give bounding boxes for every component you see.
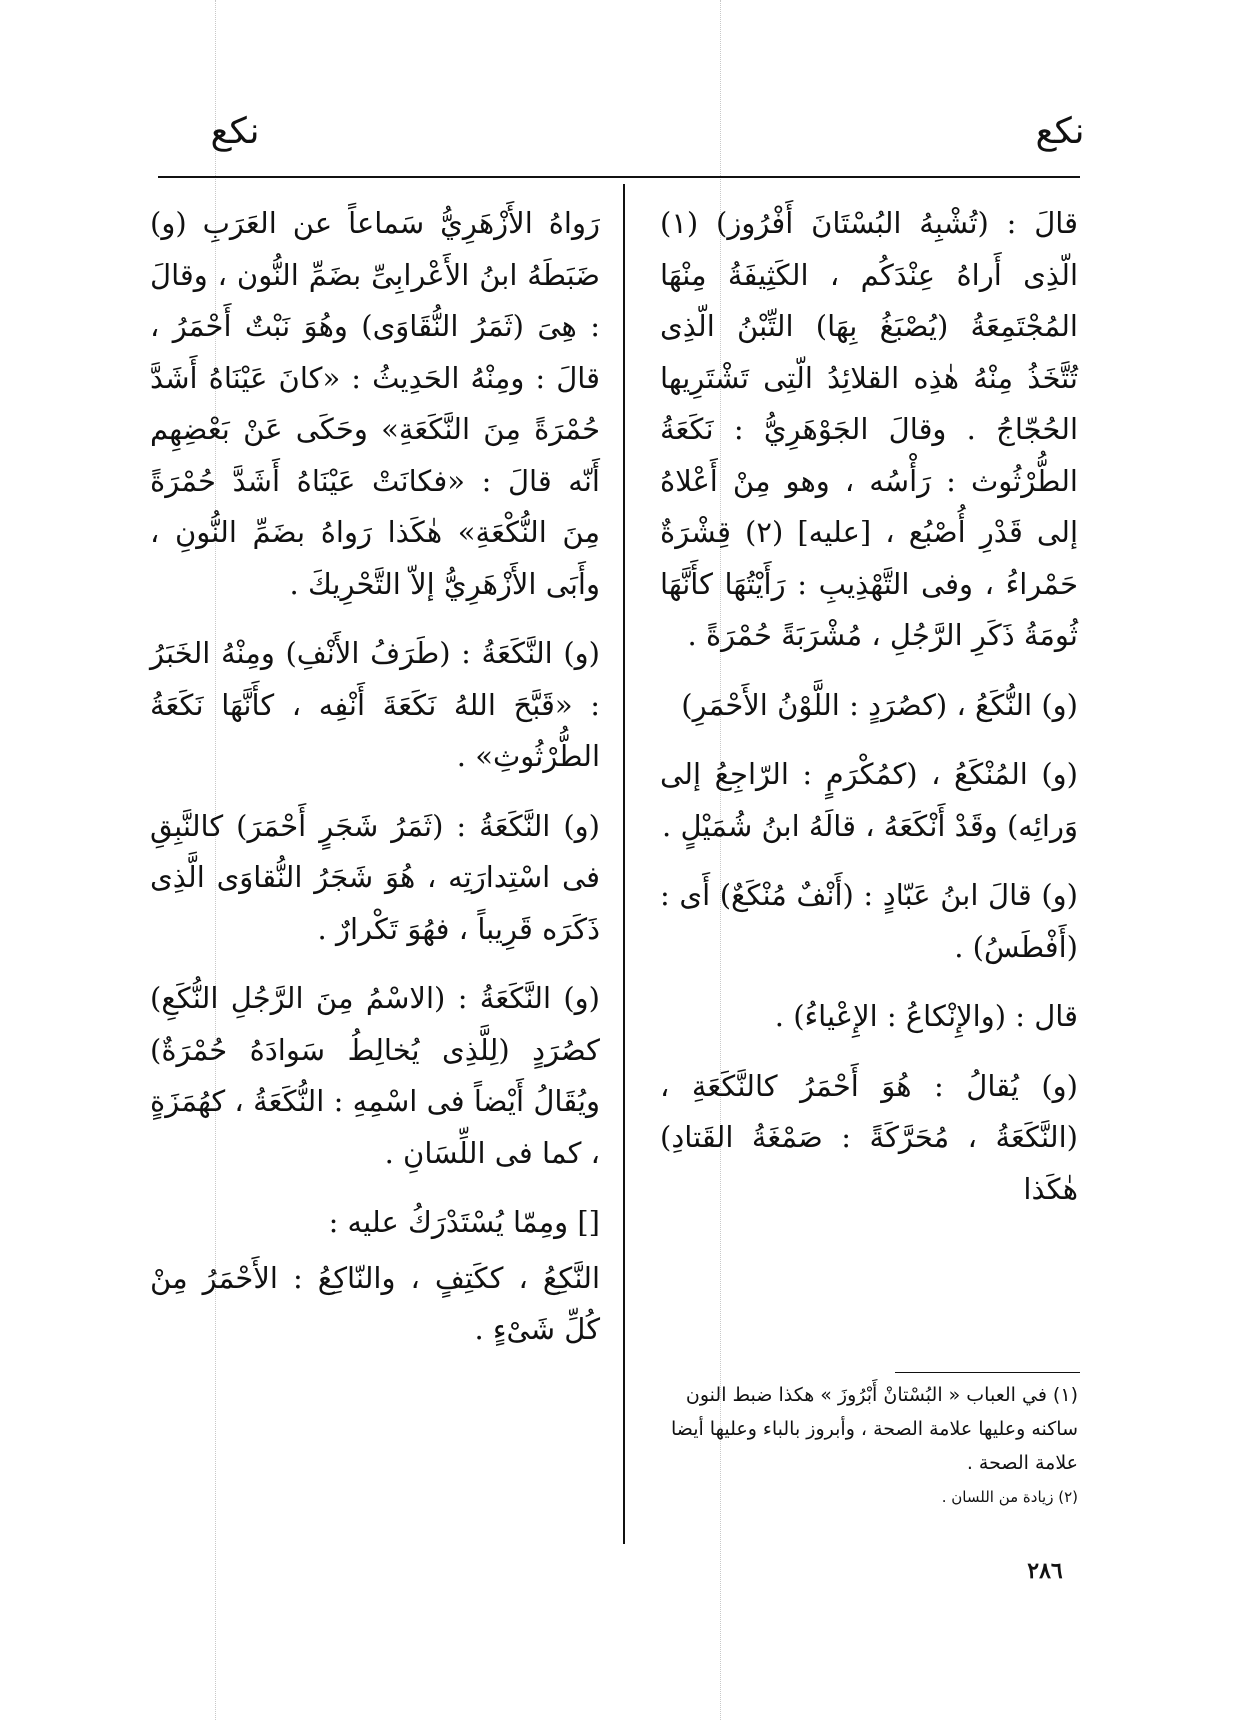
footnotes (660, 1378, 1078, 1514)
entry-paragraph: (و) النَّكَعَةُ : (ثَمَرُ شَجَرٍ أَحْمَرَ) كالنَّبِقِ فى اسْتِدارَتِه ، هُوَ شَجَرُ النُّقاوَى الَّذِى ذَكَرَه قَرِيباً ، فهُوَ تَكْرارٌ . (150, 808, 600, 946)
entry-paragraph: (و) النَّكَعَةُ : (الاسْمُ مِنَ الرَّجُلِ النُّكَعِ) كصُرَدٍ (لِلَّذِى يُخالِطُ سَوادَهُ حُمْرَةٌ) ويُقَالُ أَيْضاً فى اسْمِهِ : النُّكَعَةُ ، كهُمَزَةٍ ، كما فى اللِّسَانِ . (150, 981, 600, 1170)
entry-paragraph: النَّكِعُ ، ككَتِفٍ ، والنّاكِعُ : الأَحْمَرُ مِنْ كُلِّ شَىْءٍ . (150, 1260, 600, 1346)
footnote-1: (١) في العباب « البُسْتانْ أَبْرُوزَ » هكذا ضبط النون ساكنه وعليها علامة الصحة ، وأبروز بالباء وعليها أيضا علامة الصحة . (670, 1384, 1078, 1474)
footnote-rule (895, 1372, 1080, 1373)
header-root-word-right: نكع (1035, 111, 1085, 152)
column-divider (623, 184, 625, 1544)
entry-paragraph: (و) المُنْكَعُ ، (كمُكْرَمٍ : الرّاجِعُ إلى وَرائِه) وقَدْ أَنْكَعَهُ ، قالَهُ ابنُ شُمَيْلٍ . (660, 757, 1078, 843)
entry-paragraph: (و) النُّكَعُ ، (كصُرَدٍ : اللَّوْنُ الأَحْمَرِ) (681, 687, 1078, 722)
entry-paragraph: رَواهُ الأَزْهَرِيُّ سَماعاً عن العَرَبِ (و) ضَبَطَهُ ابنُ الأَعْرابِىِّ بضَمِّ النُّون ، وقالَ : هِىَ (ثَمَرُ النُّقَاوَى) وهُوَ نَبْتٌ أَحْمَرُ ، قالَ : ومِنْهُ الحَدِيثُ : «كانَ عَيْنَاهُ أَشَدَّ حُمْرَةً مِنَ النَّكَعَةِ» وحَكَى عَنْ بَعْضِهِم أَنّه قالَ : «فكانَتْ عَيْنَاهُ أَشَدَّ حُمْرَةً مِنَ النُّكْعَةِ» هٰكَذا رَواهُ بضَمِّ النُّونِ ، وأَبَى الأَزْهَرِيُّ إلاّ التَّحْرِيكَ . (150, 206, 600, 601)
right-text-column (660, 198, 1078, 1219)
footnote-2: (٢) زيادة من اللسان . (941, 1488, 1078, 1506)
header-root-word-left: نكع (210, 111, 260, 152)
entry-paragraph: (و) يُقالُ : هُوَ أَحْمَرُ كالنَّكَعَةِ ، (النَّكَعَةُ ، مُحَرَّكَةً : صَمْغَةُ القَتادِ) هٰكَذا (660, 1068, 1078, 1206)
supplement-heading: [] ومِمّا يُسْتَدْرَكُ عليه : (328, 1205, 600, 1239)
entry-paragraph: (و) النَّكَعَةُ : (طَرَفُ الأَنْفِ) ومِنْهُ الخَبَرُ : «قَبَّحَ اللهُ نَكَعَةَ أَنْفِه ، كأَنَّهَا نَكَعَةُ الطُّرْثُوثِ» . (150, 636, 600, 773)
entry-paragraph: (و) قالَ ابنُ عَبّادٍ : (أَنْفٌ مُنْكَعٌ) أَى : (أَفْطَسُ) . (660, 878, 1078, 964)
page-number: ٢٨٦ (1027, 1558, 1063, 1584)
entry-paragraph: قال : (والإِنْكاعُ : الإِعْياءُ) . (774, 999, 1078, 1033)
left-text-column (150, 198, 600, 1374)
header-rule (158, 176, 1080, 178)
entry-paragraph: قالَ : (تُشْبِهُ البُسْتَانَ أَفْرُوز) (١) الّذِى أَراهُ عِنْدَكُم ، الكَثِيفَةُ مِنْهَا المُجْتَمِعَةُ (يُصْبَغُ بِهَا) التِّبْنُ الّذِى تُتَّخَذُ مِنْهُ هٰذِه القلائِدُ الّتِى تَشْتَرِيها الحُجّاجُ . وقالَ الجَوْهَرِيُّ : نَكَعَةُ الطُّرْثُوث : رَأْسُه ، وهو مِنْ أَعْلاهُ إلى قَدْرِ أُصْبُع ، [عليه] (٢) قِشْرَةٌ حَمْراءُ ، وفى التَّهْذِيبِ : رَأَيْتُهَا كأَنَّهَا ثُومَةُ ذَكَرِ الرَّجُلِ ، مُشْرَبَةً حُمْرَةً . (660, 206, 1078, 652)
